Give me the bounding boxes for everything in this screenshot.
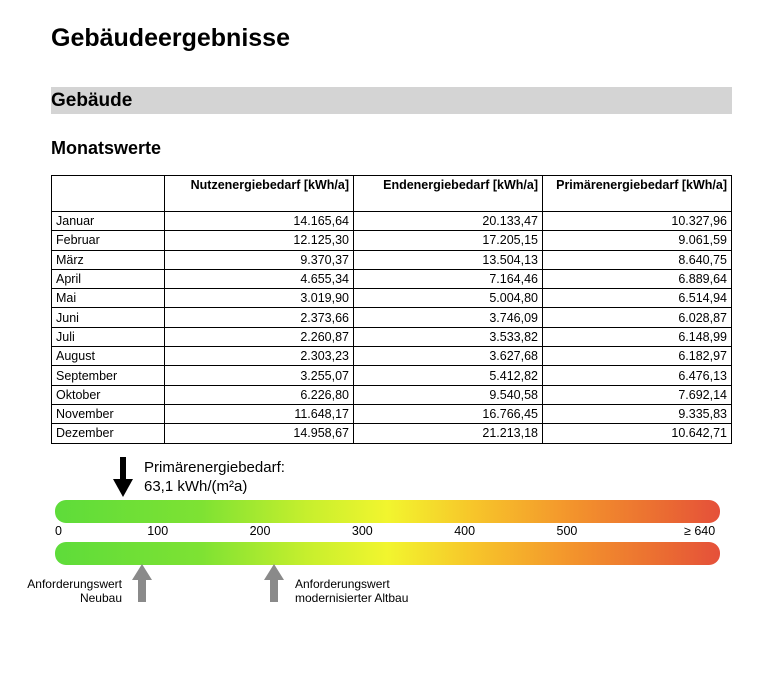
nutzenergie-cell: 3.019,90 — [165, 289, 354, 308]
primaerenergie-cell: 6.028,87 — [543, 308, 732, 327]
nutzenergie-cell: 14.165,64 — [165, 212, 354, 231]
table-row — [52, 366, 732, 385]
header-endenergie: Endenergiebedarf [kWh/a] — [354, 176, 543, 212]
table-row — [52, 231, 732, 250]
scale-tick-label: 0 — [55, 524, 62, 538]
table-row — [52, 424, 732, 443]
nutzenergie-cell: 11.648,17 — [165, 404, 354, 423]
endenergie-cell: 5.004,80 — [354, 289, 543, 308]
month-cell: April — [52, 269, 165, 288]
table-header-row — [52, 176, 732, 212]
monthly-values-table — [51, 175, 732, 444]
nutzenergie-cell: 6.226,80 — [165, 385, 354, 404]
endenergie-cell: 5.412,82 — [354, 366, 543, 385]
month-cell: Januar — [52, 212, 165, 231]
indicator-arrow-down-icon — [113, 457, 133, 497]
table-row — [52, 347, 732, 366]
primaerenergie-cell: 6.148,99 — [543, 327, 732, 346]
endenergie-cell: 16.766,45 — [354, 404, 543, 423]
primaerenergie-cell: 6.476,13 — [543, 366, 732, 385]
table-row — [52, 327, 732, 346]
endenergie-cell: 3.627,68 — [354, 347, 543, 366]
nutzenergie-cell: 14.958,67 — [165, 424, 354, 443]
endenergie-cell: 9.540,58 — [354, 385, 543, 404]
requirement-neubau-arrow-up-icon — [132, 564, 152, 602]
primaerenergie-cell: 7.692,14 — [543, 385, 732, 404]
requirement-altbau-line1: Anforderungswert — [295, 577, 390, 591]
table-row — [52, 269, 732, 288]
endenergie-cell: 3.746,09 — [354, 308, 543, 327]
section-header — [51, 87, 732, 114]
table-row — [52, 404, 732, 423]
nutzenergie-cell: 2.303,23 — [165, 347, 354, 366]
month-cell: Mai — [52, 289, 165, 308]
endenergie-cell: 17.205,15 — [354, 231, 543, 250]
section-title: Gebäude — [51, 90, 133, 111]
endenergie-cell: 3.533,82 — [354, 327, 543, 346]
requirement-altbau-line2: modernisierter Altbau — [295, 591, 409, 605]
endenergie-cell: 21.213,18 — [354, 424, 543, 443]
nutzenergie-cell: 12.125,30 — [165, 231, 354, 250]
requirement-neubau-line1: Anforderungswert — [27, 577, 122, 591]
nutzenergie-cell: 4.655,34 — [165, 269, 354, 288]
page-title: Gebäudeergebnisse — [51, 24, 290, 52]
primaerenergie-cell: 10.327,96 — [543, 212, 732, 231]
table-row — [52, 250, 732, 269]
energy-scale-bar-bottom — [55, 542, 720, 565]
primaerenergie-cell: 9.335,83 — [543, 404, 732, 423]
header-month — [52, 176, 165, 212]
nutzenergie-cell: 9.370,37 — [165, 250, 354, 269]
table-row — [52, 212, 732, 231]
endenergie-cell: 13.504,13 — [354, 250, 543, 269]
scale-tick-label: ≥ 640 — [684, 524, 716, 538]
table-row — [52, 385, 732, 404]
scale-tick-label: 500 — [556, 524, 578, 538]
primaerenergie-cell: 9.061,59 — [543, 231, 732, 250]
table-row — [52, 289, 732, 308]
nutzenergie-cell: 2.373,66 — [165, 308, 354, 327]
month-cell: Dezember — [52, 424, 165, 443]
indicator-label-value: 63,1 kWh/(m²a) — [144, 478, 248, 495]
nutzenergie-cell: 2.260,87 — [165, 327, 354, 346]
primaerenergie-cell: 8.640,75 — [543, 250, 732, 269]
endenergie-cell: 20.133,47 — [354, 212, 543, 231]
scale-tick-label: 300 — [351, 524, 373, 538]
energy-scale-bar-top — [55, 500, 720, 523]
subsection-title: Monatswerte — [51, 138, 162, 158]
month-cell: Juni — [52, 308, 165, 327]
month-cell: Februar — [52, 231, 165, 250]
endenergie-cell: 7.164,46 — [354, 269, 543, 288]
primaerenergie-cell: 6.182,97 — [543, 347, 732, 366]
month-cell: September — [52, 366, 165, 385]
nutzenergie-cell: 3.255,07 — [165, 366, 354, 385]
scale-tick-label: 400 — [454, 524, 476, 538]
table-row — [52, 308, 732, 327]
month-cell: Juli — [52, 327, 165, 346]
scale-tick-label: 200 — [249, 524, 271, 538]
header-primaerenergie: Primärenergiebedarf [kWh/a] — [543, 176, 732, 212]
month-cell: August — [52, 347, 165, 366]
requirement-altbau-arrow-up-icon — [264, 564, 284, 602]
primaerenergie-cell: 6.889,64 — [543, 269, 732, 288]
primaerenergie-cell: 10.642,71 — [543, 424, 732, 443]
requirement-neubau-line2: Neubau — [79, 591, 122, 605]
requirement-neubau-label — [0, 577, 122, 605]
header-nutzenergie: Nutzenergiebedarf [kWh/a] — [165, 176, 354, 212]
primaerenergie-cell: 6.514,94 — [543, 289, 732, 308]
scale-tick-label: 100 — [147, 524, 169, 538]
month-cell: November — [52, 404, 165, 423]
month-cell: März — [52, 250, 165, 269]
requirement-altbau-label — [295, 577, 408, 605]
primary-energy-indicator-label — [144, 458, 285, 496]
indicator-label-line1: Primärenergiebedarf: — [144, 459, 285, 476]
month-cell: Oktober — [52, 385, 165, 404]
